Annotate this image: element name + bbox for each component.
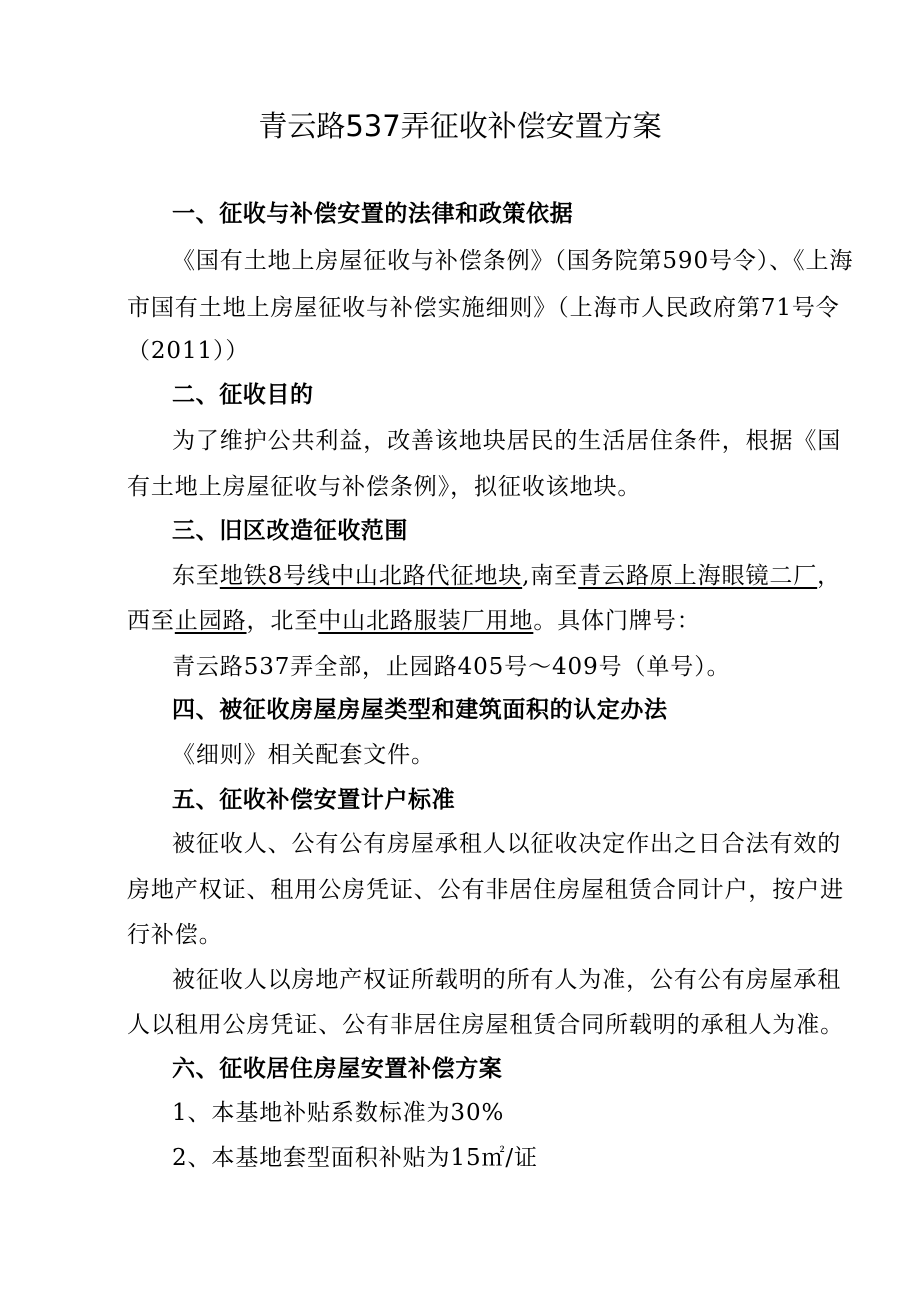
section-heading-3: 三、旧区改造征收范围 — [172, 518, 408, 544]
range-north-value: 中山北路服装厂用地 — [318, 608, 534, 634]
section-2-line-2: 有土地上房屋征收与补偿条例》，拟征收该地块。 — [127, 474, 642, 500]
section-4-line-1: 《细则》相关配套文件。 — [172, 742, 435, 768]
section-heading-4: 四、被征收房屋房屋类型和建筑面积的认定办法 — [172, 697, 668, 723]
section-heading-6: 六、征收居住房屋安置补偿方案 — [172, 1056, 503, 1082]
section-5-line-4: 被征收人以房地产权证所载明的所有人为准，公有公有房屋承租 — [172, 967, 842, 993]
range-south-value: 青云路原上海眼镜二厂 — [578, 563, 818, 589]
range-line1-end: ， — [817, 563, 842, 589]
section-1-line-3: （2011）） — [127, 338, 250, 364]
section-5-line-2: 房地产权证、租用公房凭证、公有非居住房屋租赁合同计户，按户进 — [127, 877, 844, 903]
section-heading-2: 二、征收目的 — [172, 382, 314, 408]
range-east-value: 地铁8号线中山北路代征地块 — [219, 563, 523, 589]
range-line2-end: 。具体门牌号： — [533, 608, 701, 634]
page-title: 青云路537弄征收补偿安置方案 — [258, 109, 662, 143]
range-north-label: ，北至 — [246, 608, 319, 634]
range-east-label: 东至 — [172, 563, 220, 589]
section-6-line-2: 2、本基地套型面积补贴为15㎡/证 — [172, 1145, 538, 1171]
section-5-line-5: 人以租用公房凭证、公有非居住房屋租赁合同所载明的承租人为准。 — [127, 1012, 844, 1038]
section-heading-1: 一、征收与补偿安置的法律和政策依据 — [172, 201, 574, 227]
section-3-line-3: 青云路537弄全部，止园路405号～409号（单号）。 — [172, 654, 731, 680]
range-south-label: ,南至 — [522, 563, 579, 589]
range-west-label: 西至 — [127, 608, 175, 634]
section-1-line-2: 市国有土地上房屋征收与补偿实施细则》（上海市人民政府第71号令 — [127, 295, 840, 321]
section-6-line-1: 1、本基地补贴系数标准为30% — [172, 1100, 505, 1126]
section-2-line-1: 为了维护公共利益，改善该地块居民的生活居住条件，根据《国 — [172, 428, 842, 454]
section-3-line-2 — [127, 606, 701, 636]
range-west-value: 止园路 — [174, 608, 247, 634]
section-heading-5: 五、征收补偿安置计户标准 — [172, 787, 456, 813]
section-5-line-1: 被征收人、公有公有房屋承租人以征收决定作出之日合法有效的 — [172, 831, 842, 857]
section-5-line-3: 行补偿。 — [127, 922, 223, 948]
section-1-line-1: 《国有土地上房屋征收与补偿条例》（国务院第590号令）、《上海 — [172, 248, 854, 274]
section-3-line-1 — [172, 561, 841, 591]
